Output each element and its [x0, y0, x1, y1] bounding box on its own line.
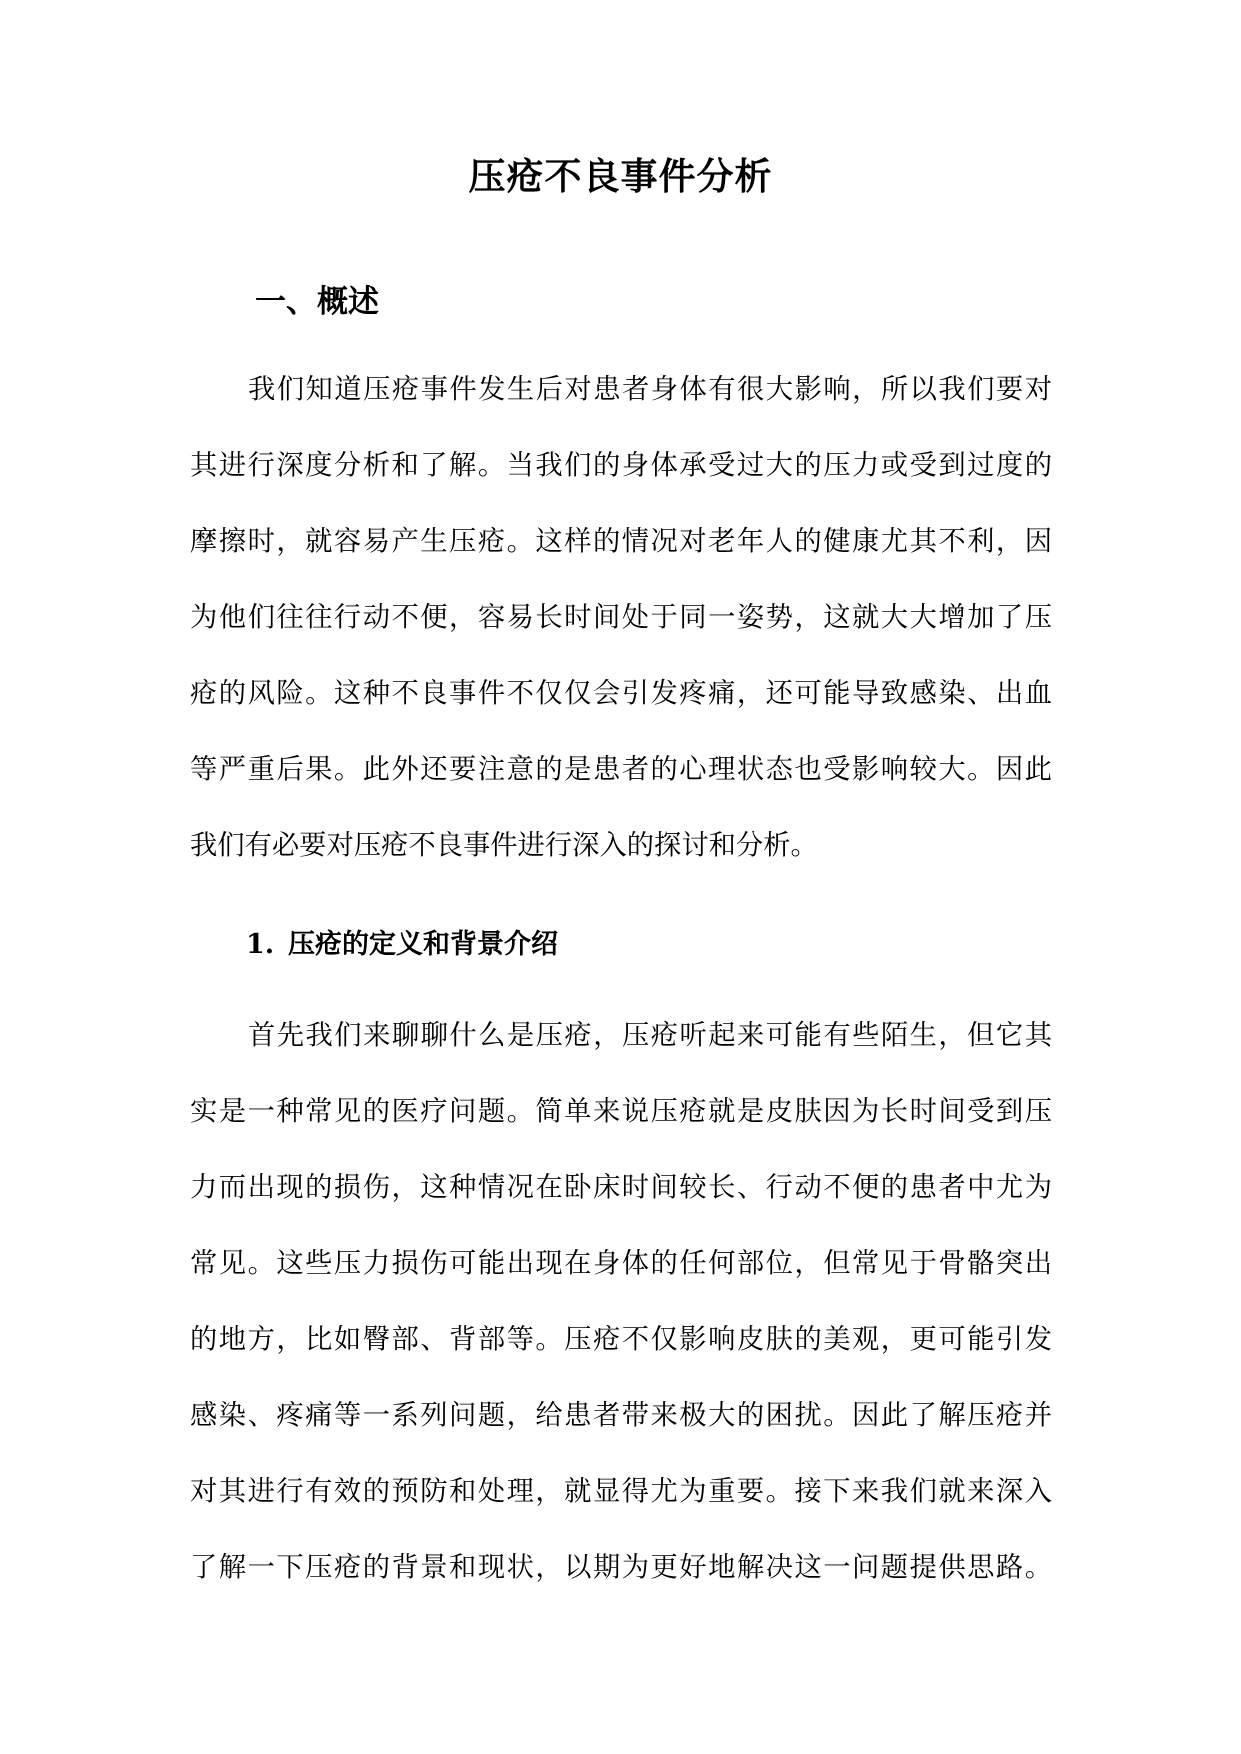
paragraph-line: 等严重后果。此外还要注意的是患者的心理状态也受影响较大。因此: [190, 754, 1052, 785]
paragraph-line: 的地方，比如臀部、背部等。压疮不仅影响皮肤的美观，更可能引发: [190, 1324, 1052, 1355]
paragraph-line: 摩擦时，就容易产生压疮。这样的情况对老年人的健康尤其不利，因: [190, 526, 1052, 557]
subsection-heading-text: 压疮的定义和背景介绍: [288, 929, 558, 960]
paragraph-line: 感染、疼痛等一系列问题，给患者带来极大的困扰。因此了解压疮并: [190, 1400, 1052, 1431]
definition-paragraph: [190, 998, 1052, 1606]
paragraph-line: 力而出现的损伤，这种情况在卧床时间较长、行动不便的患者中尤为: [190, 1172, 1052, 1203]
paragraph-line: 首先我们来聊聊什么是压疮，压疮听起来可能有些陌生，但它其: [248, 1020, 1052, 1051]
subsection-heading-definition: [246, 925, 558, 965]
paragraph-line: 我们知道压疮事件发生后对患者身体有很大影响，所以我们要对: [248, 374, 1052, 405]
subsection-number: 1.: [246, 929, 275, 960]
paragraph-line: 为他们往往行动不便，容易长时间处于同一姿势，这就大大增加了压: [190, 602, 1052, 633]
document-title: 压疮不良事件分析: [468, 154, 773, 198]
paragraph-line: 我们有必要对压疮不良事件进行深入的探讨和分析。: [190, 830, 818, 861]
paragraph-line: 了解一下压疮的背景和现状，以期为更好地解决这一问题提供思路。: [190, 1552, 1052, 1583]
section-heading-overview: 一、概述: [255, 284, 379, 320]
paragraph-line: 其进行深度分析和了解。当我们的身体承受过大的压力或受到过度的: [190, 450, 1052, 481]
overview-paragraph: [190, 352, 1052, 884]
paragraph-line: 常见。这些压力损伤可能出现在身体的任何部位，但常见于骨骼突出: [190, 1248, 1052, 1279]
paragraph-line: 实是一种常见的医疗问题。简单来说压疮就是皮肤因为长时间受到压: [190, 1096, 1052, 1127]
paragraph-line: 疮的风险。这种不良事件不仅仅会引发疼痛，还可能导致感染、出血: [190, 678, 1052, 709]
paragraph-line: 对其进行有效的预防和处理，就显得尤为重要。接下来我们就来深入: [190, 1476, 1052, 1507]
